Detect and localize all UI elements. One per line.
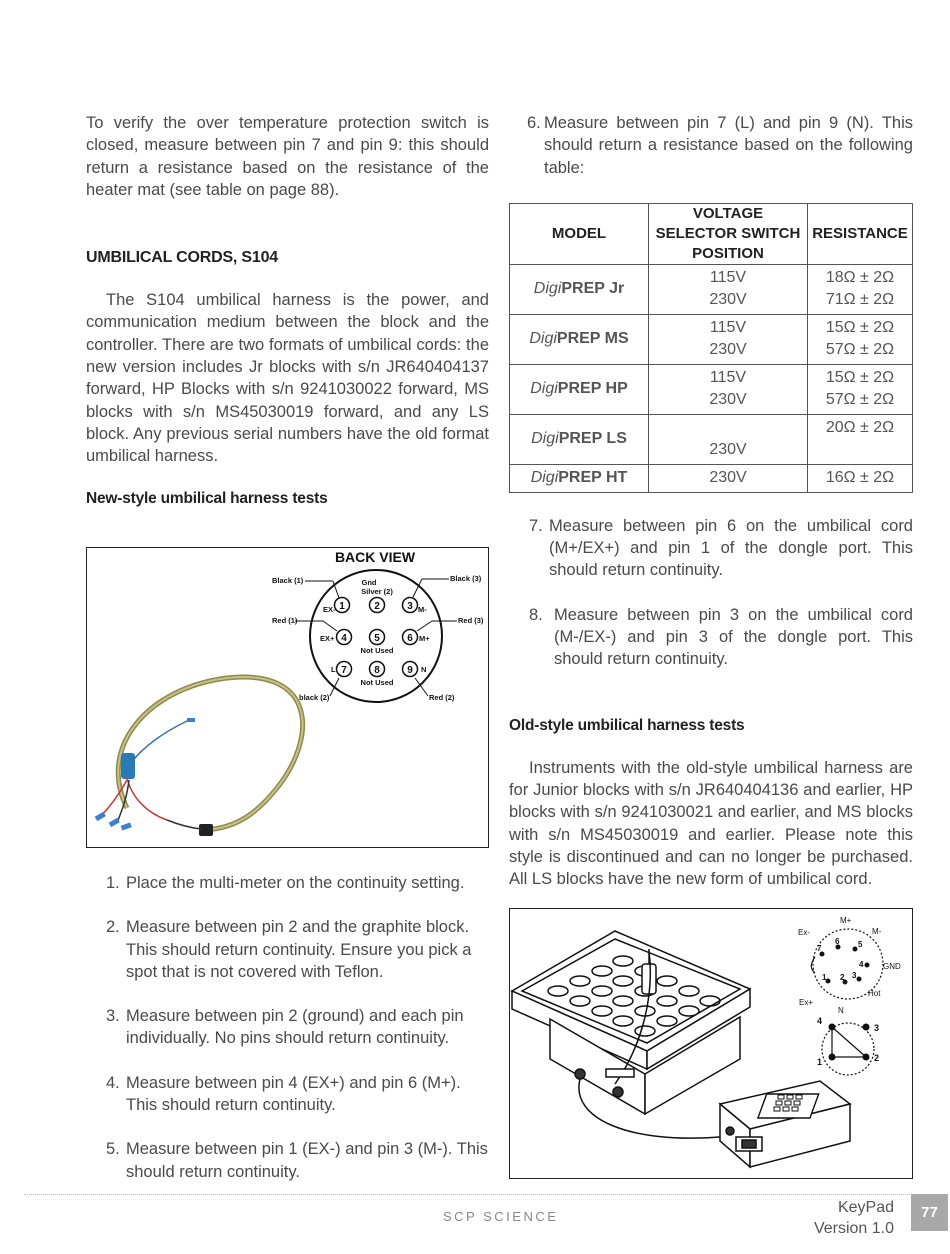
step-8 xyxy=(509,604,913,671)
step-5 xyxy=(86,1138,496,1183)
step-text: Measure between pin 2 and the graphite block. This should return continuity. Ensure you pick a spot that is not covered with Teflon. xyxy=(126,918,472,981)
footer-divider xyxy=(24,1194,910,1195)
pin-5-label: 5 xyxy=(374,633,380,644)
connector-plug xyxy=(121,753,135,779)
right-column xyxy=(509,112,913,890)
resistance-cell: 20Ω ± 2Ω xyxy=(808,414,913,464)
label-not-used-8: Not Used xyxy=(360,678,394,687)
table-row xyxy=(510,414,913,464)
intro-paragraph: To verify the over temperature protection switch is closed, measure between pin 7 and pin 9: this should return a resistance based on the resistance of the heater mat (see table on page 88). xyxy=(86,114,489,199)
step-number: 7. xyxy=(529,516,543,535)
model-cell: DigiPREP MS xyxy=(510,314,649,364)
pin-4-label: 4 xyxy=(341,633,347,644)
resistance-cell: 18Ω ± 2Ω 71Ω ± 2Ω xyxy=(808,264,913,314)
harness-back-view-figure xyxy=(86,547,489,848)
label-gnd: Gnd xyxy=(361,578,377,587)
model-cell: DigiPREP Jr xyxy=(510,264,649,314)
table-header-row xyxy=(510,203,913,264)
step-number: 3. xyxy=(106,1007,120,1026)
svg-text:2: 2 xyxy=(874,1053,880,1063)
label-red-2: Red (2) xyxy=(429,693,455,702)
svg-text:7: 7 xyxy=(817,944,822,953)
voltage-cell: 115V 230V xyxy=(649,364,808,414)
step-text: Measure between pin 6 on the umbilical cord (M+/EX+) and pin 1 of the dongle port. This should return continuity. xyxy=(549,516,913,580)
label-m-minus: M- xyxy=(418,605,427,614)
step-number: 4. xyxy=(106,1073,120,1092)
label-n: N xyxy=(838,1006,844,1015)
resistance-table xyxy=(509,203,913,493)
header-resistance: RESISTANCE xyxy=(808,203,913,264)
step-text: Measure between pin 1 (EX-) and pin 3 (M-). This should return continuity. xyxy=(126,1140,488,1181)
svg-text:3: 3 xyxy=(874,1023,880,1033)
label-ex-plus: EX+ xyxy=(320,634,335,643)
step-4 xyxy=(86,1072,496,1117)
section-paragraph: The S104 umbilical harness is the power, and communication medium between the block and the controller. There are two formats of umbilical cords: the new version includes Jr blocks with s/n JR640404137 forward, HP Blocks with s/n 9241030022 forward, MS blocks with s/n MS45030019 forward, and any LS block. Any previous serial numbers have the old format umbilical harness. xyxy=(86,291,489,466)
footer-version: Version 1.0 xyxy=(813,1220,894,1237)
section-heading: UMBILICAL CORDS, S104 xyxy=(86,249,278,267)
harness-diagram xyxy=(87,548,487,846)
label-l: L xyxy=(331,665,336,674)
resistance-cell: 16Ω ± 2Ω xyxy=(808,464,913,492)
cable-outer xyxy=(118,677,302,830)
label-black-3: Black (3) xyxy=(450,574,482,583)
svg-text:6: 6 xyxy=(835,937,840,946)
model-cell: DigiPREP HP xyxy=(510,364,649,414)
block-label-plate xyxy=(606,1069,634,1077)
dongle-port-outline xyxy=(822,1023,874,1075)
header-voltage: VOLTAGE SELECTOR SWITCH POSITION xyxy=(649,203,808,264)
pin-2-label: 2 xyxy=(374,601,380,612)
voltage-cell: 230V xyxy=(649,464,808,492)
pin-7-label: 7 xyxy=(341,665,347,676)
label-black-1: Black (1) xyxy=(272,576,304,585)
block-controller-diagram xyxy=(510,909,911,1177)
old-style-block-figure xyxy=(509,908,913,1179)
step-number: 8. xyxy=(529,605,543,624)
label-not-used-5: Not Used xyxy=(360,646,394,655)
step-2 xyxy=(86,916,496,983)
resistance-cell: 15Ω ± 2Ω 57Ω ± 2Ω xyxy=(808,364,913,414)
footer-brand: SCP SCIENCE xyxy=(443,1209,559,1224)
svg-text:1: 1 xyxy=(817,1057,823,1067)
step-number: 6. xyxy=(527,114,541,132)
model-cell: DigiPREP HT xyxy=(510,464,649,492)
block-knob xyxy=(613,1087,623,1097)
table-row xyxy=(510,464,913,492)
label-m-plus: M+ xyxy=(840,916,852,925)
svg-text:4: 4 xyxy=(859,960,864,969)
label-ex-minus: Ex- xyxy=(798,928,810,937)
voltage-cell: 115V 230V xyxy=(649,314,808,364)
controller-keypad xyxy=(758,1094,819,1118)
step-3 xyxy=(86,1005,496,1050)
pin-1-label: 1 xyxy=(339,601,345,612)
label-red-1: Red (1) xyxy=(272,616,298,625)
left-column xyxy=(86,112,489,508)
step-text: Measure between pin 2 (ground) and each pin individually. No pins should return continuity. xyxy=(126,1007,464,1048)
block-knob xyxy=(575,1069,585,1079)
label-ex-minus: EX- xyxy=(323,605,336,614)
voltage-cell: 115V 230V xyxy=(649,264,808,314)
label-black-2: black (2) xyxy=(299,693,330,702)
step-1 xyxy=(86,872,496,894)
new-style-steps xyxy=(86,872,496,1183)
old-style-paragraph: Instruments with the old-style umbilical harness are for Junior blocks with s/n JR640404136 and earlier, HP blocks with s/n 9241030021 and earlier, and MS blocks with s/n MS45030019 and earlier. Please note this style is discontinued and can no longer be purchased. All LS blocks have the new form of umbilical cord. xyxy=(509,758,913,889)
footer-product-name: KeyPad xyxy=(837,1199,894,1216)
voltage-cell: 230V xyxy=(649,414,808,464)
step-number: 2. xyxy=(106,918,120,937)
pin-6-label: 6 xyxy=(407,633,413,644)
label-m-plus: M+ xyxy=(419,634,430,643)
label-n: N xyxy=(421,665,427,674)
header-model: MODEL xyxy=(510,203,649,264)
label-hot: Hot xyxy=(868,989,881,998)
step-6 xyxy=(509,112,913,179)
step-text: Measure between pin 4 (EX+) and pin 6 (M+). This should return continuity. xyxy=(126,1073,461,1115)
step-text: Measure between pin 7 (L) and pin 9 (N). This should return a resistance based on the following table: xyxy=(544,114,913,177)
svg-text:2: 2 xyxy=(840,973,845,982)
svg-text:1: 1 xyxy=(822,973,827,982)
pin-8-label: 8 xyxy=(374,665,380,676)
label-red-3: Red (3) xyxy=(458,616,484,625)
table-row xyxy=(510,314,913,364)
label-silver: Silver (2) xyxy=(361,587,393,596)
pin-3-label: 3 xyxy=(407,601,413,612)
pin-9-label: 9 xyxy=(407,665,413,676)
resistance-cell: 15Ω ± 2Ω 57Ω ± 2Ω xyxy=(808,314,913,364)
table-row xyxy=(510,264,913,314)
svg-text:4: 4 xyxy=(817,1016,823,1026)
label-m-minus: M- xyxy=(872,927,882,936)
back-view-title: BACK VIEW xyxy=(334,549,416,565)
step-text: Place the multi-meter on the continuity setting. xyxy=(126,874,465,892)
step-number: 1. xyxy=(106,874,120,892)
old-connector-pins xyxy=(817,937,870,985)
svg-text:3: 3 xyxy=(852,971,857,980)
wire-terminals xyxy=(95,718,195,831)
step-number: 5. xyxy=(106,1140,120,1159)
page-number: 77 xyxy=(911,1194,948,1231)
svg-text:5: 5 xyxy=(858,940,863,949)
label-gnd: GND xyxy=(883,962,901,971)
new-style-heading: New-style umbilical harness tests xyxy=(86,489,328,507)
cable-end-connector xyxy=(199,824,213,836)
step-text: Measure between pin 3 on the umbilical cord (M-/EX-) and pin 3 of the dongle port. This should return continuity. xyxy=(554,605,913,669)
model-cell: DigiPREP LS xyxy=(510,414,649,464)
step-7 xyxy=(509,515,913,582)
old-style-heading: Old-style umbilical harness tests xyxy=(509,716,745,734)
label-ex-plus: Ex+ xyxy=(799,998,814,1007)
footer-product xyxy=(780,1197,894,1239)
table-row xyxy=(510,364,913,414)
